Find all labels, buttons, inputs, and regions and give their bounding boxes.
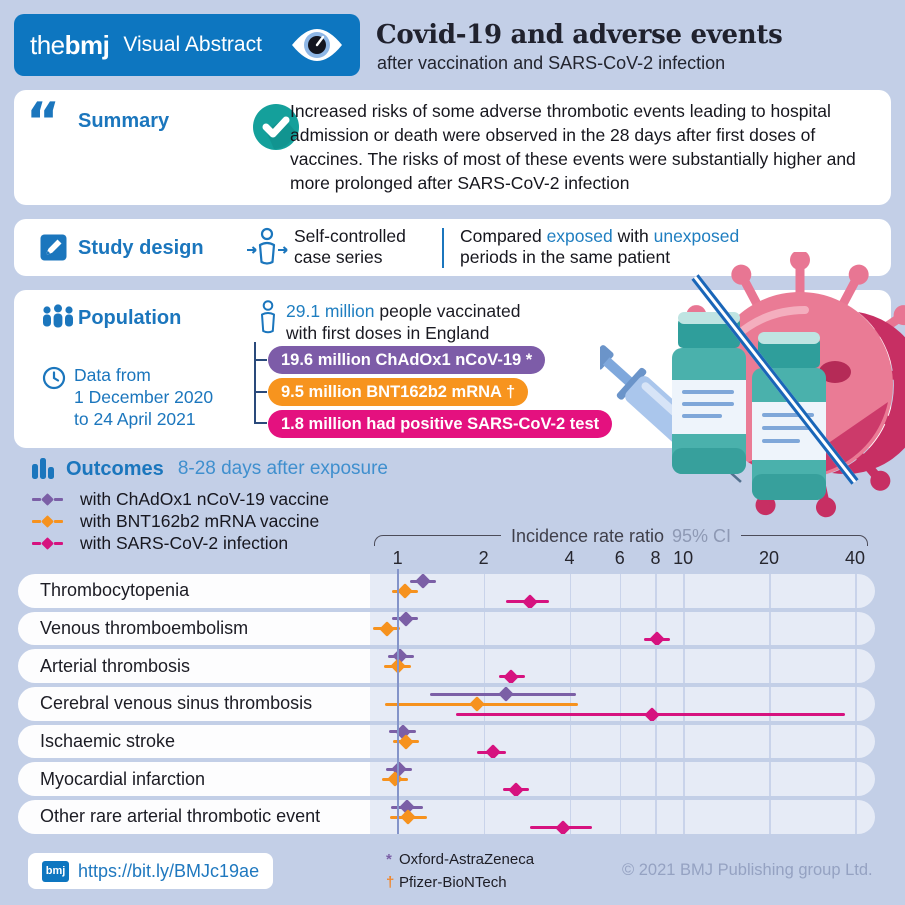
pencil-icon [40,234,67,261]
plot-band [370,574,875,608]
outcome-label: Cerebral venous sinus thrombosis [18,687,370,721]
bracket-right [741,535,868,546]
population-heading: Population [78,307,182,329]
badge-bnt: 9.5 million BNT162b2 mRNA † [268,378,528,406]
gridline [570,649,572,683]
point-diamond [485,744,501,758]
axis-tick: 4 [564,548,575,568]
forest-row [18,725,875,759]
gridline [855,800,857,834]
legend-marker [32,517,72,526]
gridline [769,800,771,834]
badge-sars-test: 1.8 million had positive SARS-CoV-2 test [268,410,612,438]
gridline [620,612,622,646]
badge-connector-stub [254,359,267,361]
gridline [769,574,771,608]
point-diamond [398,612,414,627]
footer-link-text: https://bit.ly/BMJc19ae [78,860,260,881]
axis-tick: 10 [673,548,694,568]
bmj-brand-bar [14,14,360,76]
forest-row [18,649,875,683]
quote-icon: “ [26,92,61,152]
gridline [484,800,486,834]
outcomes-heading-row [32,457,388,481]
axis-tick: 6 [614,548,625,568]
gridline [683,800,685,834]
gridline [655,762,657,796]
point-diamond [522,594,538,608]
point-diamond [397,583,413,599]
vertical-divider [442,228,444,268]
gridline [484,574,486,608]
gridline [769,725,771,759]
axis-header [374,526,868,546]
footnotes [386,849,534,894]
plot-band [370,762,875,796]
gridline [655,725,657,759]
axis-tick: 2 [478,548,489,568]
outcome-label: Arterial thrombosis [18,649,370,683]
gridline [855,612,857,646]
gridline [655,800,657,834]
eye-icon [290,27,344,63]
summary-heading: Summary [78,110,170,132]
people-icon [40,304,76,330]
gridline [620,649,622,683]
legend-marker [32,495,72,504]
forest-row [18,687,875,721]
gridline [769,649,771,683]
bracket-left [374,535,501,546]
gridline [620,800,622,834]
page-subtitle: after vaccination and SARS-CoV-2 infection [377,53,726,73]
method-text: Self-controlled case series [294,226,406,268]
gridline [769,612,771,646]
point-diamond [503,669,519,683]
gridline [683,612,685,646]
forest-row [18,612,875,646]
gridline [570,725,572,759]
plot-band [370,687,875,721]
gridline [855,762,857,796]
axis-tick: 1 [392,548,403,568]
gridline [655,574,657,608]
plot-band [370,649,875,683]
axis-label: Incidence rate ratio [510,526,665,546]
compare-text: Compared exposed with unexposed periods in the same patient [460,226,740,268]
clock-icon [42,366,66,390]
page-title: Covid-19 and adverse events [376,20,783,50]
forest-row [18,574,875,608]
point-diamond [416,574,432,589]
outcome-label: Ischaemic stroke [18,725,370,759]
footer-link[interactable] [28,853,273,889]
summary-text: Increased risks of some adverse thrombotic events leading to hospital admission or death were observed in the 28 days after first doses of vaccines. The risks of most of these events were substantially higher and more prolonged after SARS-CoV-2 infection [290,101,856,193]
brand-label: Visual Abstract [123,33,262,56]
person-outline-icon [258,300,278,340]
gridline [683,574,685,608]
outcome-label: Venous thromboembolism [18,612,370,646]
point-diamond [401,809,417,825]
gridline [570,574,572,608]
vaccinated-total: 29.1 million people vaccinated with first doses in England [286,301,521,343]
forest-row [18,762,875,796]
legend-marker [32,539,72,548]
point-diamond [498,687,514,702]
plot-band [370,725,875,759]
gridline [620,574,622,608]
badge-chadox: 19.6 million ChAdOx1 nCoV-19 * [268,346,545,374]
person-arrows-icon [246,226,288,270]
badge-connector-vertical [254,342,256,424]
asterisk-symbol: * [386,851,392,868]
axis-tick: 20 [759,548,780,568]
gridline [855,687,857,721]
bmj-logo: thebmj [30,29,110,60]
point-diamond [645,707,661,721]
date-range: Data from 1 December 2020 to 24 April 2021 [74,365,214,430]
gridline [855,574,857,608]
forest-row [18,800,875,834]
gridline [570,762,572,796]
study-design-panel [14,219,891,276]
gridline [855,649,857,683]
gridline [484,762,486,796]
plot-band [370,612,875,646]
legend-item-sars: with SARS-CoV-2 infection [32,532,329,554]
outcome-label: Myocardial infarction [18,762,370,796]
axis-tick: 8 [650,548,661,568]
outcome-label: Other rare arterial thrombotic event [18,800,370,834]
gridline [683,762,685,796]
chart-legend [32,488,329,554]
gridline [769,762,771,796]
study-design-heading: Study design [78,237,204,259]
copyright: © 2021 BMJ Publishing group Ltd. [622,861,873,879]
gridline [570,612,572,646]
plot-band [370,800,875,834]
gridline [484,612,486,646]
badge-connector-stub [254,391,267,393]
gridline [855,725,857,759]
axis-label-ci: 95% CI [672,526,732,546]
footnote-astrazeneca: * Oxford-AstraZeneca [386,849,534,872]
bmj-chip-icon: bmj [42,861,69,882]
bar-chart-icon [32,457,56,481]
gridline [655,649,657,683]
point-diamond [380,621,396,637]
outcomes-subheading: 8-28 days after exposure [177,458,388,479]
outcome-label: Thrombocytopenia [18,574,370,608]
forest-rows [18,574,875,834]
gridline [683,649,685,683]
legend-item-chadox: with ChAdOx1 nCoV-19 vaccine [32,488,329,510]
summary-panel [14,90,891,205]
gridline [620,725,622,759]
gridline [620,762,622,796]
axis-ticks [370,548,875,570]
point-diamond [649,631,665,645]
footnote-pfizer: † Pfizer-BioNTech [386,872,534,895]
dagger-symbol: † [386,873,395,891]
gridline [683,725,685,759]
reference-line-1 [397,569,399,834]
outcomes-heading: Outcomes [66,457,164,480]
badge-connector-stub [254,422,267,424]
gridline [484,649,486,683]
legend-item-bnt: with BNT162b2 mRNA vaccine [32,510,329,532]
axis-tick: 40 [844,548,866,568]
point-diamond [508,782,524,796]
